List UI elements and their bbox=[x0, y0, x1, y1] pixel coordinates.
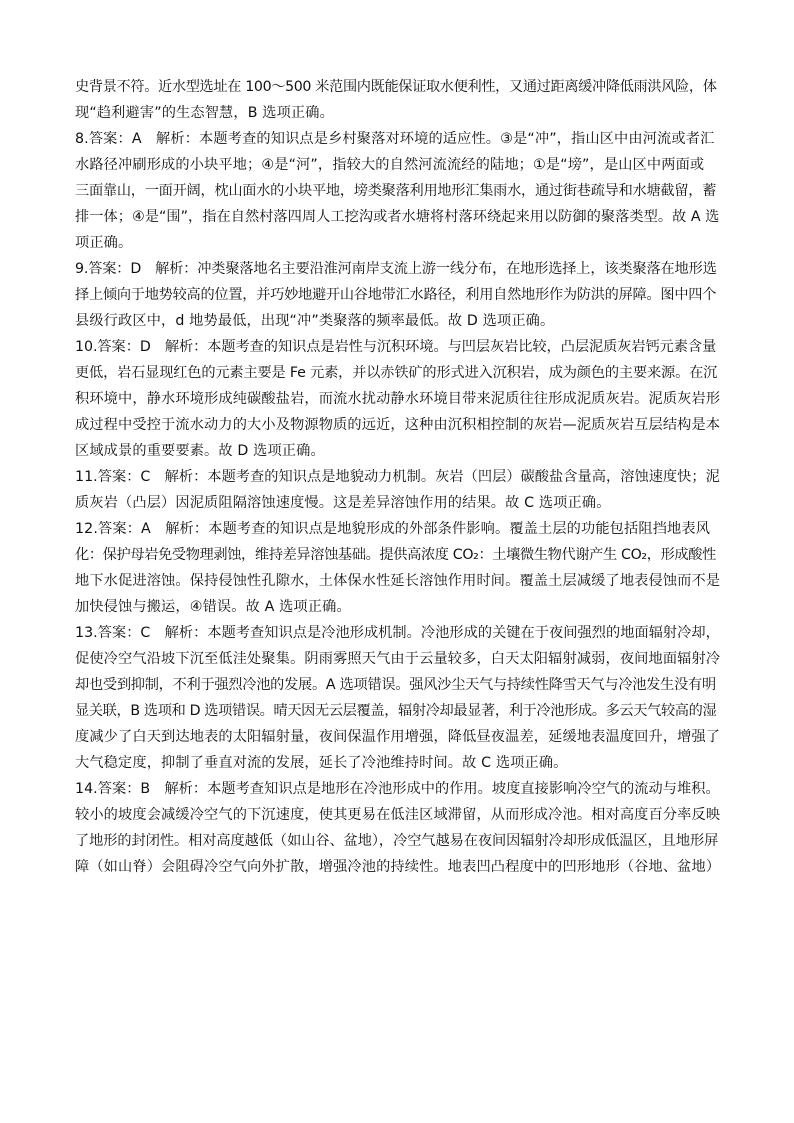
paragraph-answer-14 bbox=[75, 776, 720, 880]
paragraph-answer-10 bbox=[75, 334, 720, 464]
text-line: 11.答案：C 解析：本题考查的知识点是地貌动力机制。灰岩（凹层）碳酸盐含量高，溶蚀速度快；泥 bbox=[75, 469, 720, 485]
text-line: 成过程中受控于流水动力的大小及物源物质的远近，这种由沉积相控制的灰岩—泥质灰岩互层结构是本 bbox=[75, 417, 720, 433]
paragraph-answer-12 bbox=[75, 516, 720, 620]
text-line: 更低，岩石显现红色的元素主要是 Fe 元素，并以赤铁矿的形式进入沉积岩，成为颜色的主要来源。在沉 bbox=[75, 365, 718, 381]
text-line: 质灰岩（凸层）因泥质阻隔溶蚀速度慢。这是差异溶蚀作用的结果。故 C 选项正确。 bbox=[75, 495, 611, 511]
paragraph-answer-13 bbox=[75, 620, 720, 776]
text-line: 县级行政区中，d 地势最低，出现“冲”类聚落的频率最低。故 D 选项正确。 bbox=[75, 313, 555, 329]
paragraph-answer-9 bbox=[75, 256, 720, 334]
text-line: 地下水促进溶蚀。保持侵蚀性孔隙水，土体保水性延长溶蚀作用时间。覆盖土层减缓了地表侵蚀而不是 bbox=[75, 573, 720, 589]
text-line: 13.答案：C 解析：本题考查知识点是冷池形成机制。冷池形成的关键在于夜间强烈的地面辐射冷却， bbox=[75, 625, 720, 641]
paragraph-q7-continuation bbox=[75, 74, 720, 126]
text-line: 排一体；④是“围”，指在自然村落四周人工挖沟或者水塘将村落环绕起来用以防御的聚落类型。故 A 选 bbox=[75, 209, 720, 225]
text-line: 区域成景的重要要素。故 D 选项正确。 bbox=[75, 443, 325, 459]
text-line: 9.答案：D 解析：冲类聚落地名主要沿淮河南岸支流上游一线分布，在地形选择上，该类聚落在地形选 bbox=[75, 261, 717, 277]
text-line: 显关联，B 选项和 D 选项错误。晴天因无云层覆盖，辐射冷却最显著，利于冷池形成。多云天气较高的湿 bbox=[75, 703, 717, 719]
text-line: 度减少了白天到达地表的太阳辐射量，夜间保温作用增强，降低昼夜温差，延缓地表温度回升，增强了 bbox=[75, 729, 720, 745]
text-line: 障（如山脊）会阻碍冷空气向外扩散，增强冷池的持续性。地表凹凸程度中的凹形地形（谷地、盆地） bbox=[75, 859, 720, 875]
text-line: 促使冷空气沿坡下沉至低洼处聚集。阴雨雾照天气由于云量较多，白天太阳辐射减弱，夜间地面辐射冷 bbox=[75, 651, 720, 667]
text-line: 积环境中，静水环境形成纯碳酸盐岩，而流水扰动静水环境目带来泥质往往形成泥质灰岩。泥质灰岩形 bbox=[75, 391, 720, 407]
text-line: 8.答案：A 解析：本题考查的知识点是乡村聚落对环境的适应性。③是“冲”，指山区中由河流或者汇 bbox=[75, 131, 715, 147]
text-line: 14.答案：B 解析：本题考查知识点是地形在冷池形成中的作用。坡度直接影响冷空气的流动与堆积。 bbox=[75, 781, 720, 797]
text-line: 择上倾向于地势较高的位置，并巧妙地避开山谷地带汇水路径，利用自然地形作为防洪的屏障。图中四个 bbox=[75, 287, 717, 303]
text-line: 化：保护母岩免受物理剥蚀，维持差异溶蚀基础。提供高浓度 CO₂：土壤微生物代谢产生 CO₂，形成酸性 bbox=[75, 547, 716, 563]
text-line: 水路径冲刷形成的小块平地；④是“河”，指较大的自然河流流经的陆地；①是“塝”，是山区中两面或 bbox=[75, 157, 705, 173]
text-line: 了地形的封闭性。相对高度越低（如山谷、盆地），冷空气越易在夜间因辐射冷却形成低温区，且地形屏 bbox=[75, 833, 719, 849]
text-line: 较小的坡度会减缓冷空气的下沉速度，使其更易在低洼区域滞留，从而形成冷池。相对高度百分率反映 bbox=[75, 807, 720, 823]
text-line: 10.答案：D 解析：本题考查的知识点是岩性与沉积环境。与凹层灰岩比较，凸层泥质灰岩钙元素含量 bbox=[75, 339, 717, 355]
text-line: 大气稳定度，抑制了垂直对流的发展，延长了冷池维持时间。故 C 选项正确。 bbox=[75, 755, 568, 771]
text-line: 却也受到抑制，不利于强烈冷池的发展。A 选项错误。强风沙尘天气与持续性降雪天气与冷池发生没有明 bbox=[75, 677, 716, 693]
text-line: 加快侵蚀与搬运，④错误。故 A 选项正确。 bbox=[75, 599, 351, 615]
text-line: 12.答案：A 解析：本题考查的知识点是地貌形成的外部条件影响。覆盖土层的功能包括阻挡地表风 bbox=[75, 521, 711, 537]
text-line: 现“趋利避害”的生态智慧，B 选项正确。 bbox=[75, 105, 334, 121]
text-line: 史背景不符。近水型选址在 100～500 米范围内既能保证取水便利性，又通过距离缓冲降低雨洪风险，体 bbox=[75, 79, 717, 95]
text-line: 三面靠山，一面开阔，枕山面水的小块平地，塝类聚落利用地形汇集雨水，通过街巷疏导和水塘截留，蓄 bbox=[75, 183, 717, 199]
paragraph-answer-11 bbox=[75, 464, 720, 516]
paragraph-answer-8 bbox=[75, 126, 720, 256]
document-page bbox=[75, 74, 720, 880]
text-line: 项正确。 bbox=[75, 235, 133, 251]
